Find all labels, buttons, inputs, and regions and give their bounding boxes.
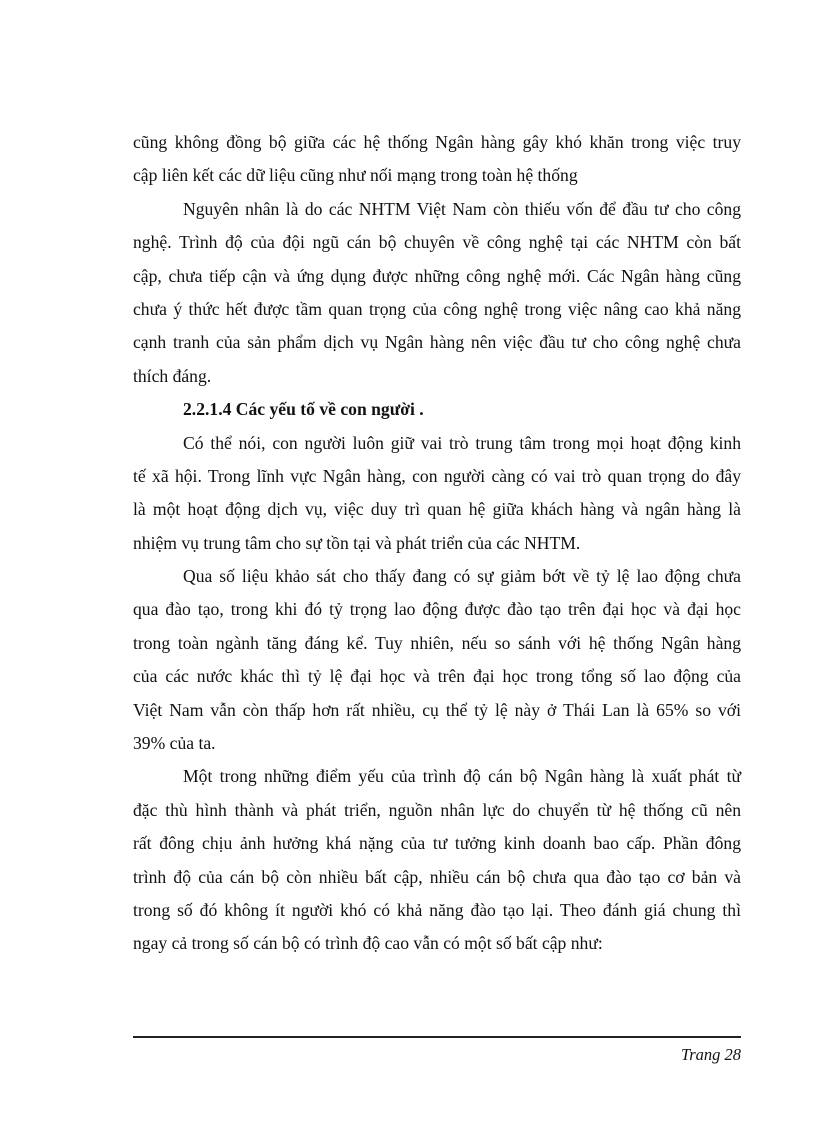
text-line: ngay cả trong số cán bộ có trình độ cao vẫn có một số bất cập như:: [133, 933, 603, 954]
paragraph-start: Một trong những điểm yếu của trình độ cán bộ Ngân hàng là xuất phát từ: [183, 766, 741, 787]
text-line: trong số đó không ít người khó có khả năng đào tạo lại. Theo đánh giá chung thì: [133, 899, 741, 920]
text-line: là một hoạt động dịch vụ, việc duy trì quan hệ giữa khách hàng và ngân hàng là: [133, 499, 741, 520]
text-line: nhiệm vụ trung tâm cho sự tồn tại và phát triển của các NHTM.: [133, 532, 581, 553]
section-heading: 2.2.1.4 Các yếu tố về con người .: [183, 399, 424, 420]
text-line: thích đáng.: [133, 365, 212, 386]
text-line: chưa ý thức hết được tầm quan trọng của công nghệ trong việc nâng cao khả năng: [133, 298, 741, 319]
page-number: Trang 28: [680, 1045, 741, 1064]
text-line: cập liên kết các dữ liệu cũng như nối mạng trong toàn hệ thống: [133, 165, 578, 186]
paragraph-start: Có thể nói, con người luôn giữ vai trò trung tâm trong mọi hoạt động kinh: [183, 432, 741, 453]
text-line: trình độ của cán bộ còn nhiều bất cập, nhiều cán bộ chưa qua đào tạo cơ bản và: [133, 866, 741, 887]
text-line: cập, chưa tiếp cận và ứng dụng được những công nghệ mới. Các Ngân hàng cũng: [133, 265, 741, 286]
document-body: [133, 126, 741, 961]
text-line: tế xã hội. Trong lĩnh vực Ngân hàng, con người càng có vai trò quan trọng do đây: [133, 465, 741, 486]
text-line: trong toàn ngành tăng đáng kể. Tuy nhiên, nếu so sánh với hệ thống Ngân hàng: [133, 632, 741, 653]
footer-divider: [133, 1036, 741, 1038]
paragraph-start: Nguyên nhân là do các NHTM Việt Nam còn thiếu vốn để đầu tư cho công: [183, 198, 741, 219]
text-line: qua đào tạo, trong khi đó tỷ trọng lao động được đào tạo trên đại học và đại học: [133, 599, 741, 620]
text-line: rất đông chịu ảnh hưởng khá nặng của tư tưởng kinh doanh bao cấp. Phần đông: [133, 833, 741, 854]
text-line: của các nước khác thì tỷ lệ đại học và trên đại học trong tổng số lao động của: [133, 666, 741, 687]
text-line: cạnh tranh của sản phẩm dịch vụ Ngân hàng nên việc đầu tư cho công nghệ chưa: [133, 332, 741, 353]
text-line: 39% của ta.: [133, 733, 216, 754]
paragraph-start: Qua số liệu khảo sát cho thấy đang có sự giảm bớt về tỷ lệ lao động chưa: [183, 566, 741, 587]
text-line: đặc thù hình thành và phát triển, nguồn nhân lực do chuyển từ hệ thống cũ nên: [133, 799, 741, 820]
text-line: nghệ. Trình độ của đội ngũ cán bộ chuyên về công nghệ tại các NHTM còn bất: [133, 232, 741, 253]
text-line: Việt Nam vẫn còn thấp hơn rất nhiều, cụ thể tỷ lệ này ở Thái Lan là 65% so với: [133, 699, 741, 720]
text-line: cũng không đồng bộ giữa các hệ thống Ngân hàng gây khó khăn trong việc truy: [133, 132, 741, 152]
